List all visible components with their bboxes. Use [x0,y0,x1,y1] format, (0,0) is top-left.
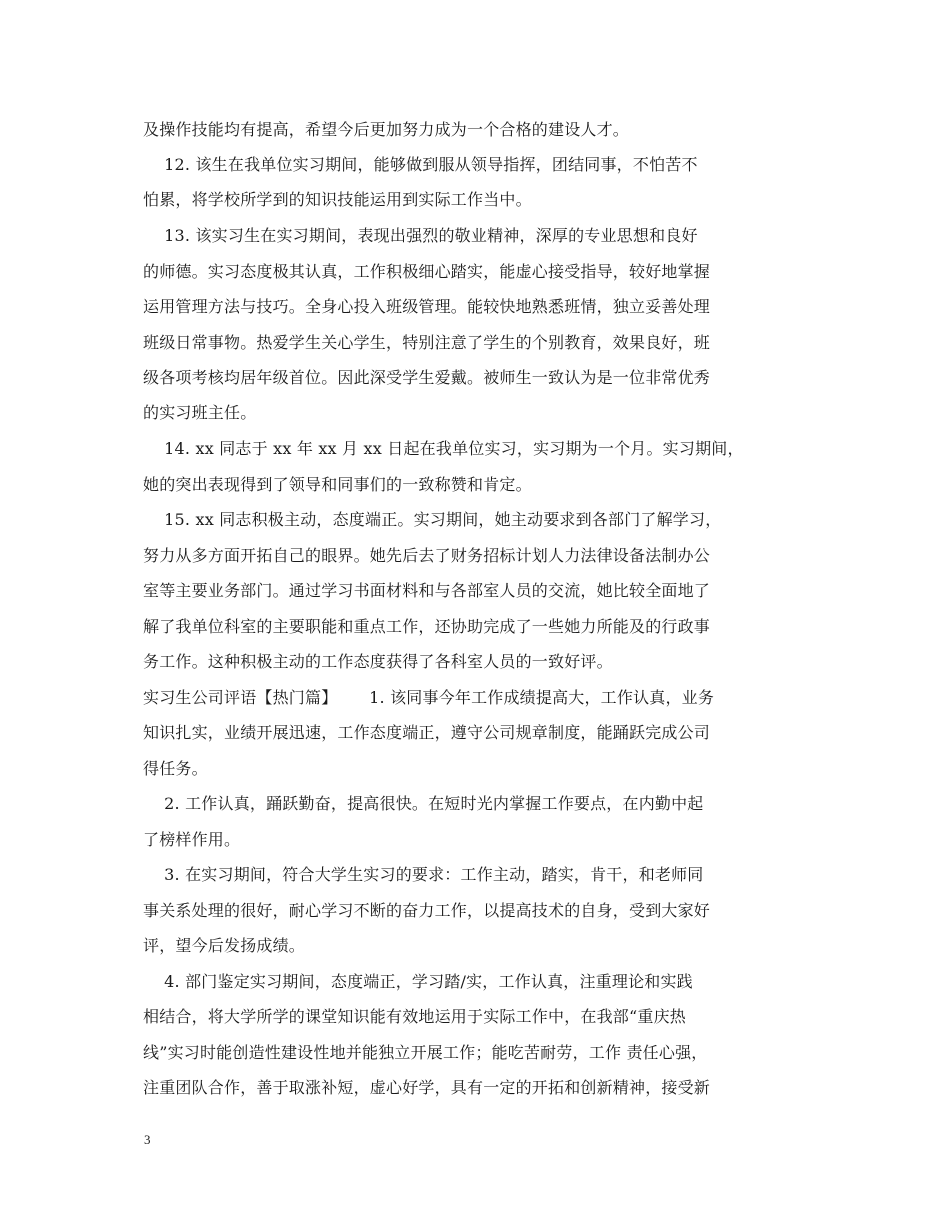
text-line: 她的突出表现得到了领导和同事们的一致称赞和肯定。 [143,475,532,494]
text-line: 15. xx 同志积极主动，态度端正。实习期间，她主动要求到各部门了解学习， [143,510,722,529]
text-line: 线”实习时能创造性建设性地并能独立开展工作；能吃苦耐劳，工作 责任心强， [143,1043,708,1062]
text-line: 13. 该实习生在实习期间，表现出强烈的敬业精神，深厚的专业思想和良好 [143,226,698,245]
text-line: 解了我单位科室的主要职能和重点工作，还协助完成了一些她力所能及的行政事 [143,617,711,636]
text-line: 努力从多方面开拓自己的眼界。她先后去了财务招标计划人力法律设备法制办公 [143,546,711,565]
text-line: 运用管理方法与技巧。全身心投入班级管理。能较快地熟悉班情，独立妥善处理 [143,297,711,316]
text-line: 的师德。实习态度极其认真，工作积极细心踏实，能虚心接受指导，较好地掌握 [143,262,711,281]
text-line: 4. 部门鉴定实习期间，态度端正，学习踏/实，工作认真，注重理论和实践 [143,972,693,991]
text-line: 注重团队合作，善于取涨补短，虚心好学，具有一定的开拓和创新精神，接受新 [143,1078,711,1097]
text-line: 怕累，将学校所学到的知识技能运用到实际工作当中。 [143,190,532,209]
text-line: 14. xx 同志于 xx 年 xx 月 xx 日起在我单位实习，实习期为一个月。实习期间， [143,439,744,458]
page-number: 3 [144,1132,151,1147]
text-line: 评，望今后发扬成绩。 [143,936,306,955]
text-line: 2. 工作认真，踊跃勤奋，提高很快。在短时光内掌握工作要点，在内勤中起 [143,794,704,813]
text-line: 了榜样作用。 [143,830,241,849]
text-line: 及操作技能均有提高，希望今后更加努力成为一个合格的建设人才。 [143,120,630,139]
text-line: 级各项考核均居年级首位。因此深受学生爱戴。被师生一致认为是一位非常优秀 [143,368,711,387]
text-line: 务工作。这种积极主动的工作态度获得了各科室人员的一致好评。 [143,652,613,671]
text-line: 得任务。 [143,759,208,778]
text-line: 的实习班主任。 [143,403,257,422]
text-line: 3. 在实习期间，符合大学生实习的要求：工作主动，踏实，肯干，和老师同 [143,865,704,884]
text-line: 事关系处理的很好，耐心学习不断的奋力工作，以提高技术的自身，受到大家好 [143,901,711,920]
section-heading-line: 实习生公司评语【热门篇】 1. 该同事今年工作成绩提高大，工作认真，业务 [143,688,715,707]
text-line: 班级日常事物。热爱学生关心学生，特别注意了学生的个别教育，效果良好，班 [143,333,711,352]
text-line: 知识扎实，业绩开展迅速，工作态度端正，遵守公司规章制度，能踊跃完成公司 [143,723,711,742]
text-line: 室等主要业务部门。通过学习书面材料和与各部室人员的交流，她比较全面地了 [143,581,711,600]
text-line: 相结合，将大学所学的课堂知识能有效地运用于实际工作中，在我部“重庆热 [143,1007,686,1026]
text-line: 12. 该生在我单位实习期间，能够做到服从领导指挥，团结同事，不怕苦不 [143,155,698,174]
